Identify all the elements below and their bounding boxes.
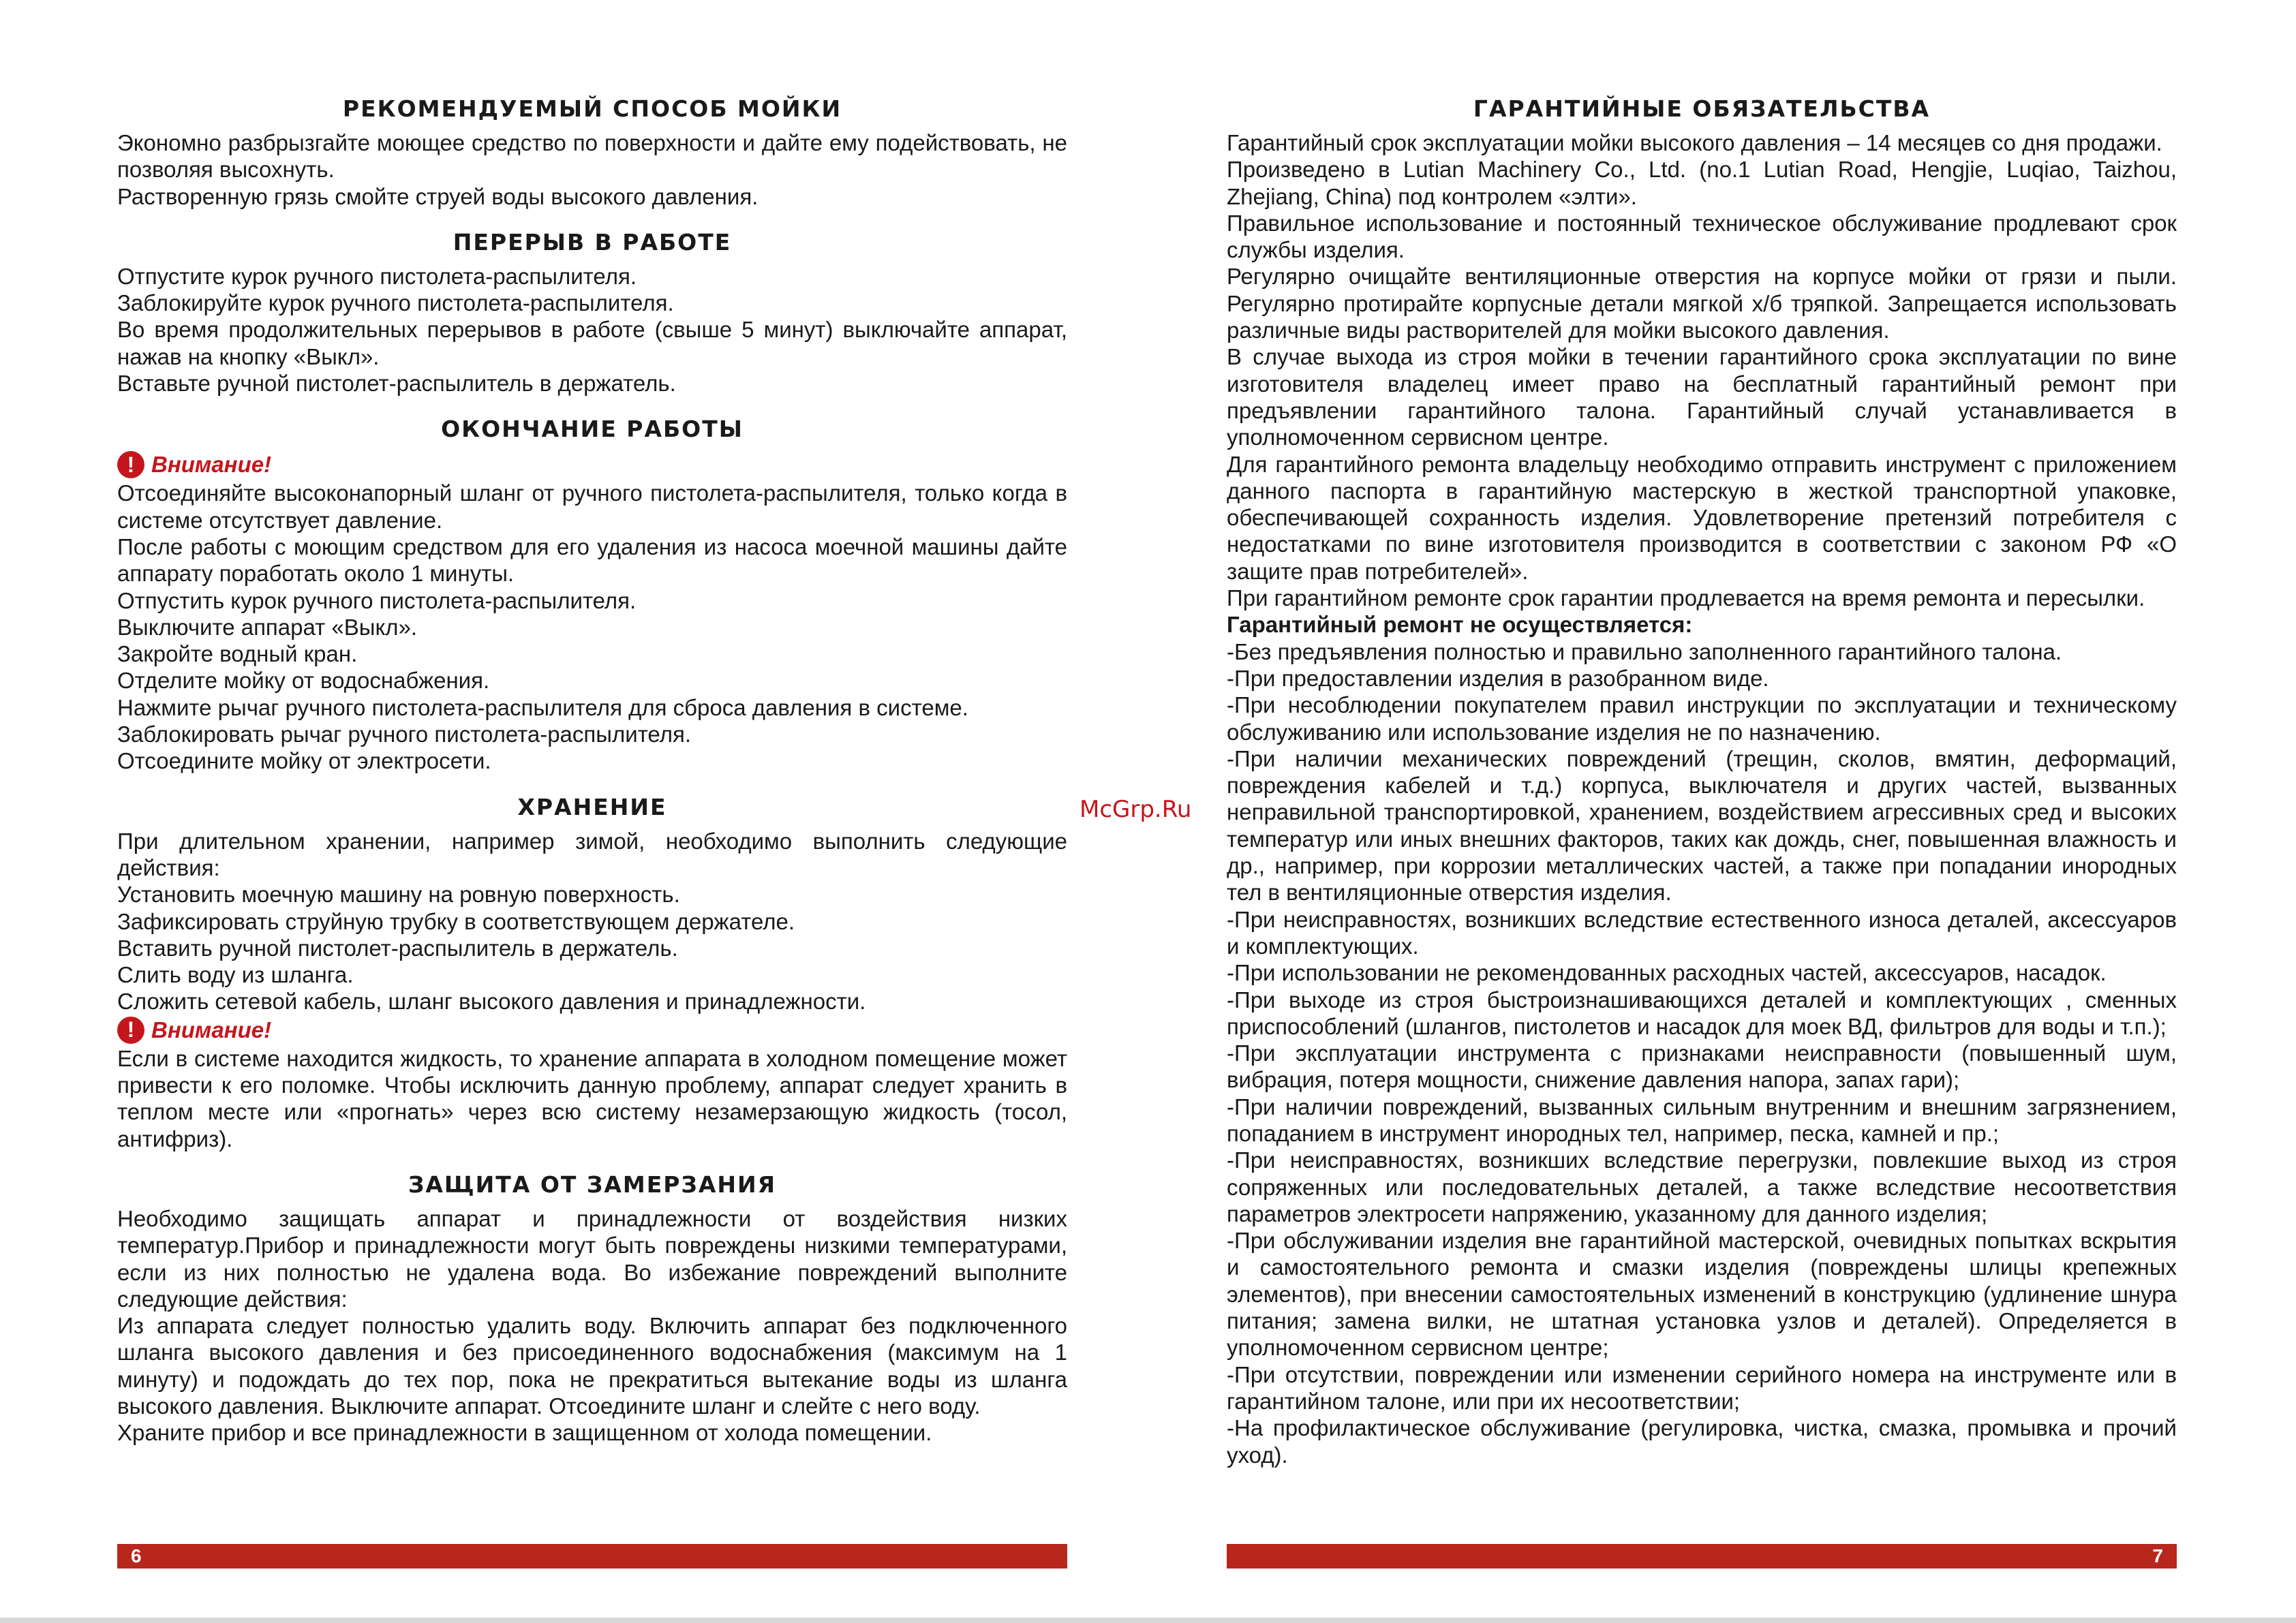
paragraph: Регулярно очищайте вентиляционные отверстия на корпусе мойки от грязи и пыли. Регулярно протирайте корпусные детали мягкой х/б тряпкой. Запрещается использовать различные виды растворителей для мойки высокого давления. (1227, 264, 2177, 343)
left-page (117, 0, 1067, 1623)
warning-text: Внимание! (151, 452, 272, 478)
paragraph: Храните прибор и все принадлежности в защищенном от холода помещении. (117, 1420, 932, 1446)
footer-bar-page-7 (1227, 1544, 2177, 1568)
paragraph: Для гарантийного ремонта владельцу необходимо отправить инструмент с приложением данного паспорта в гарантийную мастерскую в жесткой транспортной упаковке, обеспечивающей сохранность изделия. Удовлетворение претензий потребителя с недостатками по вине изготовителя производится в соответствии с законом РФ «О защите прав потребителей». (1227, 451, 2177, 584)
paragraph: Вставить ручной пистолет-распылитель в держатель. (117, 935, 678, 961)
paragraph: Отпустить курок ручного пистолета-распылителя. (117, 587, 637, 613)
section-title-finish: ОКОНЧАНИЕ РАБОТЫ (441, 416, 744, 443)
warning-text: Внимание! (151, 1017, 272, 1042)
list-item: -Без предъявления полностью и правильно заполненного гарантийного талона. (1227, 638, 2062, 664)
paragraph: Экономно разбрызгайте моющее средство по поверхности и дайте ему подействовать, не позволяя высохнуть. (117, 130, 1067, 183)
paragraph: Отсоедините мойку от электросети. (117, 748, 491, 774)
footer-bar-page-6 (117, 1544, 1067, 1568)
section-title-break: ПЕРЕРЫВ В РАБОТЕ (453, 228, 732, 256)
paragraph: Установить моечную машину на ровную поверхность. (117, 882, 680, 908)
list-item: -При неисправностях, возникших вследствие перегрузки, повлекшие выход из строя сопряженных или последовательных деталей, а также вследствие несоответствия параметров электросети напряжению, указанному для данного изделия; (1227, 1147, 2177, 1226)
list-item: -При несоблюдении покупателем правил инструкции по эксплуатации и техническому обслуживанию или использование изделия не по назначению. (1227, 692, 2177, 745)
page-number: 7 (2152, 1545, 2163, 1566)
bottom-divider (0, 1618, 2296, 1623)
exclamation-circle-icon: ! (117, 451, 144, 478)
section-title-warranty: ГАРАНТИЙНЫЕ ОБЯЗАТЕЛЬСТВА (1473, 95, 1931, 122)
paragraph: Закройте водный кран. (117, 641, 358, 667)
section-title-storage: ХРАНЕНИЕ (517, 793, 667, 820)
paragraph: Заблокируйте курок ручного пистолета-распылителя. (117, 290, 674, 316)
paragraph: Правильное использование и постоянный техническое обслуживание продлевают срок службы изделия. (1227, 210, 2177, 263)
warning-label (117, 1015, 1067, 1045)
paragraph: Сложить сетевой кабель, шланг высокого давления и принадлежности. (117, 989, 866, 1015)
paragraph: Вставьте ручной пистолет-распылитель в держатель. (117, 371, 676, 397)
list-item: -При отсутствии, повреждении или изменении серийного номера на инструменте или в гарантийном талоне, или при их несоответствии; (1227, 1361, 2177, 1414)
section-title-freeze: ЗАЩИТА ОТ ЗАМЕРЗАНИЯ (408, 1171, 777, 1198)
paragraph: Растворенную грязь смойте струей воды высокого давления. (117, 183, 759, 209)
paragraph: Отделите мойку от водоснабжения. (117, 668, 490, 694)
paragraph: Нажмите рычаг ручного пистолета-распылителя для сброса давления в системе. (117, 694, 968, 720)
paragraph: Выключите аппарат «Выкл». (117, 614, 418, 640)
watermark: McGrp.Ru (1080, 796, 1192, 823)
paragraph: Если в системе находится жидкость, то хранение аппарата в холодном помещение может привести к его поломке. Чтобы исключить данную проблему, аппарат следует хранить в теплом месте или «прогнать» через всю систему незамерзающую жидкость (тосол, антифриз). (117, 1045, 1067, 1151)
list-item: -При неисправностях, возникших вследствие естественного износа деталей, аксессуаров и комплектующих. (1227, 906, 2177, 959)
left-page-content (117, 95, 1067, 1447)
paragraph: Слить воду из шланга. (117, 962, 354, 988)
paragraph: После работы с моющим средством для его удаления из насоса моечной машины дайте аппарату поработать около 1 минуты. (117, 534, 1067, 587)
right-page (1227, 0, 2177, 1623)
paragraph: При длительном хранении, например зимой, необходимо выполнить следующие действия: (117, 828, 1067, 880)
list-item: -При эксплуатации инструмента с признаками неисправности (повышенный шум, вибрация, потеря мощности, снижение давления напора, запах гари); (1227, 1040, 2177, 1093)
paragraph: Отсоединяйте высоконапорный шланг от ручного пистолета-распылителя, только когда в системе отсутствует давление. (117, 480, 1067, 533)
section-title-washing: РЕКОМЕНДУЕМЫЙ СПОСОБ МОЙКИ (342, 95, 842, 122)
paragraph: Произведено в Lutian Machinery Co., Ltd. (no.1 Lutian Road, Hengjie, Luqiao, Taizhou, Zhejiang, China) под контролем «элти». (1227, 157, 2177, 209)
bold-heading-line: Гарантийный ремонт не осуществляется: (1227, 612, 1693, 638)
paragraph: В случае выхода из строя мойки в течении гарантийного срока эксплуатации по вине изготовителя владелец имеет право на бесплатный гарантийный ремонт при предъявлении гарантийного талона. Гарантийный случай устанавливается в уполномоченном сервисном центре. (1227, 344, 2177, 450)
paragraph: Заблокировать рычаг ручного пистолета-распылителя. (117, 722, 691, 747)
paragraph: При гарантийном ремонте срок гарантии продлевается на время ремонта и пересылки. (1227, 585, 2145, 611)
list-item: -При обслуживании изделия вне гарантийной мастерской, очевидных попытках вскрытия и самостоятельного ремонта и смазки изделия (повреждены шлицы крепежных элементов), при внесении самостоятельных изменений в конструкцию (удлинение шнура питания; замена вилки, не штатная установка узлов и деталей). Определяется в уполномоченном сервисном центре; (1227, 1228, 2177, 1361)
list-item: -На профилактическое обслуживание (регулировка, чистка, смазка, промывка и прочий уход). (1227, 1415, 2177, 1468)
list-item: -При наличии повреждений, вызванных сильным внутренним и внешним загрязнением, попаданием в инструмент инородных тел, например, песка, камней и пр.; (1227, 1094, 2177, 1146)
list-item: -При наличии механических повреждений (трещин, сколов, вмятин, деформаций, повреждения кабелей и т.д.) корпуса, выключателя и других частей, вызванных неправильной транспортировкой, хранением, воздействием агрессивных сред и высоких температур или иных внешних факторов, таких как дождь, снег, повышенная влажность и др., например, при коррозии металлических частей, а также при попадании инородных тел в вентиляционные отверстия изделия. (1227, 745, 2177, 906)
right-page-content (1227, 95, 2177, 1468)
paragraph: Из аппарата следует полностью удалить воду. Включить аппарат без подключенного шланга высокого давления и без присоединенного водоснабжения (максимум на 1 минуту) и подождать до тех пор, пока не прекратиться вытекание воды из шланга высокого давления. Выключите аппарат. Отсоедините шланг и слейте с него воду. (117, 1313, 1067, 1419)
exclamation-circle-icon: ! (117, 1017, 144, 1044)
list-item: -При выходе из строя быстроизнашивающихся деталей и комплектующих , сменных приспособлений (шлангов, пистолетов и насадок для моек ВД, фильтров для воды и т.п.); (1227, 987, 2177, 1039)
paragraph: Необходимо защищать аппарат и принадлежности от воздействия низких температур.Прибор и принадлежности могут быть повреждены низкими температурами, если из них полностью не удалена вода. Во избежание повреждений выполните следующие действия: (117, 1205, 1067, 1312)
paragraph: Во время продолжительных перерывов в работе (свыше 5 минут) выключайте аппарат, нажав на кнопку «Выкл». (117, 317, 1067, 369)
page-number: 6 (131, 1545, 142, 1566)
paragraph: Зафиксировать струйную трубку в соответствующем держателе. (117, 908, 795, 934)
list-item: -При предоставлении изделия в разобранном виде. (1227, 665, 1769, 691)
warning-label (117, 450, 1067, 480)
list-item: -При использовании не рекомендованных расходных частей, аксессуаров, насадок. (1227, 960, 2107, 986)
paragraph: Гарантийный срок эксплуатации мойки высокого давления – 14 месяцев со дня продажи. (1227, 130, 2162, 155)
paragraph: Отпустите курок ручного пистолета-распылителя. (117, 263, 637, 289)
